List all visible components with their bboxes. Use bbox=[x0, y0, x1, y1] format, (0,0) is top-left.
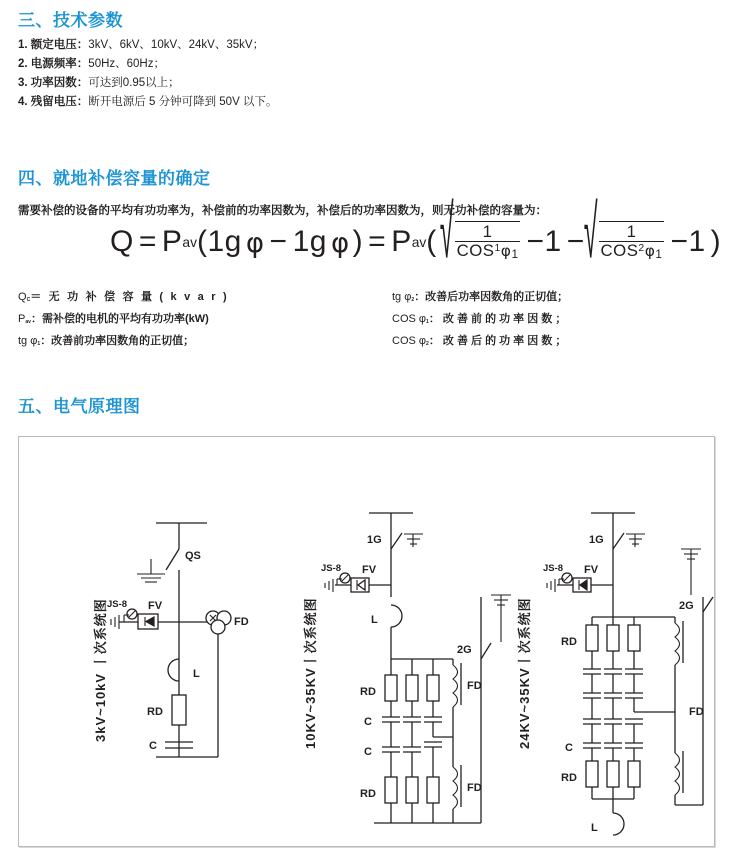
diagram-1-3kv-10kv bbox=[93, 523, 249, 757]
diagram-2-label-fd-bottom: FD bbox=[467, 782, 482, 794]
definition-text: ：改善后功率因数角的正切值； bbox=[414, 291, 569, 303]
definition-text: ＝ 无 功 补 偿 容 量 ( k v a r ) bbox=[30, 291, 229, 303]
schematic-svg bbox=[19, 437, 714, 846]
formula-minus-one-b: −1 bbox=[670, 225, 706, 259]
list-item bbox=[18, 93, 618, 112]
formula-close-paren-1: ) bbox=[352, 225, 364, 259]
list-item-index: 4. bbox=[18, 96, 28, 108]
formula-lhs: Q bbox=[110, 225, 134, 259]
definition-term-sub: C bbox=[26, 296, 31, 303]
radical-icon: √ bbox=[439, 188, 454, 274]
diagram-2-label-c-bottom: C bbox=[364, 746, 372, 758]
diagram-3-label-fv: FV bbox=[584, 564, 599, 576]
formula-p-main-1: P bbox=[161, 225, 183, 259]
definition-line bbox=[392, 288, 568, 310]
schematic-diagram-frame bbox=[18, 436, 715, 847]
tech-params-list bbox=[18, 36, 618, 112]
diagram-2-10kv-35kv bbox=[303, 513, 511, 823]
list-item bbox=[18, 74, 618, 93]
diagram-1-label-js8: JS-8 bbox=[107, 599, 128, 610]
list-item-label: 电源频率 bbox=[30, 58, 77, 70]
diagram-3-label-l: L bbox=[591, 822, 598, 834]
formula-p-main-2: P bbox=[391, 225, 412, 259]
list-item-index: 1. bbox=[18, 39, 28, 51]
cos-exponent: 1 bbox=[494, 242, 501, 254]
diagram-3-label-c: C bbox=[565, 742, 573, 754]
diagram-3-24kv-35kv bbox=[517, 513, 713, 835]
formula-fraction-1 bbox=[455, 221, 521, 261]
definitions-right-column bbox=[392, 288, 568, 354]
diagram-2-label-1g: 1G bbox=[367, 534, 382, 546]
diagram-2-label-c-top: C bbox=[364, 716, 372, 728]
definition-line bbox=[392, 310, 568, 332]
list-item-value: 断开电源后 5 分钟可降到 50V 以下。 bbox=[88, 96, 278, 108]
definition-term-sub: 1 bbox=[37, 340, 41, 347]
cos-phi-sub: 1 bbox=[655, 247, 663, 261]
diagram-1-label-qs: QS bbox=[185, 550, 201, 562]
diagram-3-label-2g: 2G bbox=[679, 600, 694, 612]
diagram-3-label-rd-top: RD bbox=[561, 636, 577, 648]
definition-text: ： 改 善 后 的 功 率 因 数 ； bbox=[428, 334, 567, 347]
list-item-index: 2. bbox=[18, 58, 28, 70]
definition-text: ： 改 善 前 的 功 率 因 数 ； bbox=[428, 312, 567, 325]
fraction-numerator: 1 bbox=[599, 222, 665, 242]
definition-term-sub: av bbox=[25, 318, 31, 325]
definition-line bbox=[18, 310, 229, 332]
definition-term-sub: 1 bbox=[426, 318, 429, 325]
list-item bbox=[18, 55, 618, 74]
diagram-2-label-rd-top: RD bbox=[360, 686, 376, 698]
cos-phi: φ bbox=[644, 241, 656, 260]
definition-text: ：改善前功率因数角的正切值； bbox=[40, 334, 195, 347]
diagram-2-vertical-label: 10KV~35KV丨次系统图 bbox=[303, 597, 318, 749]
definition-term: COS φ bbox=[392, 334, 427, 347]
list-item-index: 3. bbox=[18, 77, 28, 89]
formula-minus-one-a: −1 bbox=[526, 225, 562, 259]
definition-term: Q bbox=[18, 291, 27, 303]
diagram-3-vertical-label: 24KV~35KV丨次系统图 bbox=[517, 597, 532, 749]
list-item-value: 可达到0.95以上； bbox=[88, 77, 180, 89]
cos-phi-sub: 1 bbox=[511, 247, 519, 261]
diagram-1-vertical-label: 3kV~10kV 丨次系统图 bbox=[93, 598, 108, 742]
diagram-2-label-fd-top: FD bbox=[467, 680, 482, 692]
diagram-2-label-2g: 2G bbox=[457, 644, 472, 656]
list-item-separator: ： bbox=[76, 58, 89, 70]
definition-term: tg φ bbox=[18, 334, 38, 347]
section-heading-schematic: 五、电气原理图 bbox=[18, 397, 141, 416]
formula-equals-2: = bbox=[368, 225, 387, 259]
formula-phi-1: φ bbox=[245, 225, 265, 259]
formula-open-paren-1: ( bbox=[196, 225, 208, 259]
definition-text: ：需补偿的电机的平均有功功率(kW) bbox=[30, 312, 209, 325]
fraction-denominator bbox=[599, 242, 665, 261]
definitions-left-column bbox=[18, 288, 229, 354]
list-item-separator: ： bbox=[76, 77, 89, 89]
list-item-value: 50Hz、60Hz； bbox=[88, 58, 165, 70]
compensation-intro-paragraph: 需要补偿的设备的平均有功功率为，补偿前的功率因数为，补偿后的功率因数为，则无功补偿的容量为： bbox=[18, 205, 547, 217]
formula-open-paren-2: ( bbox=[426, 225, 437, 259]
formula-log-1: 1g bbox=[207, 225, 242, 259]
formula-p-sub-2: av bbox=[411, 234, 427, 250]
diagram-2-label-js8: JS-8 bbox=[321, 563, 342, 574]
list-item-separator: ： bbox=[76, 39, 89, 51]
definition-term-sub: 2 bbox=[411, 296, 415, 303]
diagram-3-label-js8: JS-8 bbox=[543, 563, 564, 574]
fraction-denominator bbox=[455, 242, 521, 261]
formula-phi-2: φ bbox=[330, 225, 350, 259]
formula-sqrt-group-2 bbox=[582, 188, 665, 274]
radical-icon: √ bbox=[583, 188, 598, 274]
formula-fraction-2 bbox=[599, 221, 665, 261]
diagram-3-label-1g: 1G bbox=[589, 534, 604, 546]
formula-log-2: 1g bbox=[292, 225, 327, 259]
list-item-label: 额定电压 bbox=[30, 39, 77, 51]
section-heading-tech-params: 三、技术参数 bbox=[18, 11, 123, 30]
formula-p-sub-1: av bbox=[182, 234, 197, 250]
cos-text: COS bbox=[600, 240, 639, 260]
diagram-3-label-rd-bottom: RD bbox=[561, 772, 577, 784]
list-item-label: 功率因数 bbox=[30, 77, 77, 89]
formula-sqrt-group-1 bbox=[438, 188, 521, 274]
formula-close-paren-2: ) bbox=[710, 225, 722, 259]
cos-phi: φ bbox=[500, 241, 512, 260]
diagram-3-label-fd: FD bbox=[689, 706, 704, 718]
list-item-separator: ： bbox=[76, 96, 89, 108]
fraction-numerator: 1 bbox=[455, 222, 521, 242]
list-item bbox=[18, 36, 618, 55]
cos-text: COS bbox=[456, 240, 495, 260]
section-heading-compensation: 四、就地补偿容量的确定 bbox=[18, 169, 211, 188]
diagram-2-label-fv: FV bbox=[362, 564, 377, 576]
formula-equals-1: = bbox=[138, 225, 157, 259]
definition-line bbox=[18, 288, 229, 310]
list-item-label: 残留电压 bbox=[30, 96, 77, 108]
diagram-1-label-rd: RD bbox=[147, 706, 163, 718]
definition-line bbox=[18, 332, 229, 354]
definition-line bbox=[392, 332, 568, 354]
diagram-1-label-c: C bbox=[149, 740, 157, 752]
definition-term: P bbox=[18, 312, 26, 325]
formula-minus-1: − bbox=[269, 225, 288, 259]
diagram-1-label-fv: FV bbox=[148, 600, 163, 612]
definition-term: tg φ bbox=[392, 291, 412, 303]
definition-term: COS φ bbox=[392, 312, 427, 325]
formula-minus-middle: − bbox=[566, 225, 585, 259]
diagram-1-label-l: L bbox=[193, 668, 200, 680]
cos-exponent: 2 bbox=[638, 242, 645, 254]
definition-term-sub: 2 bbox=[426, 340, 429, 347]
diagram-1-label-fd: FD bbox=[234, 616, 249, 628]
list-item-value: 3kV、6kV、10kV、24kV、35kV； bbox=[88, 39, 265, 51]
diagram-2-label-rd-bottom: RD bbox=[360, 788, 376, 800]
diagram-2-label-l: L bbox=[371, 614, 378, 626]
